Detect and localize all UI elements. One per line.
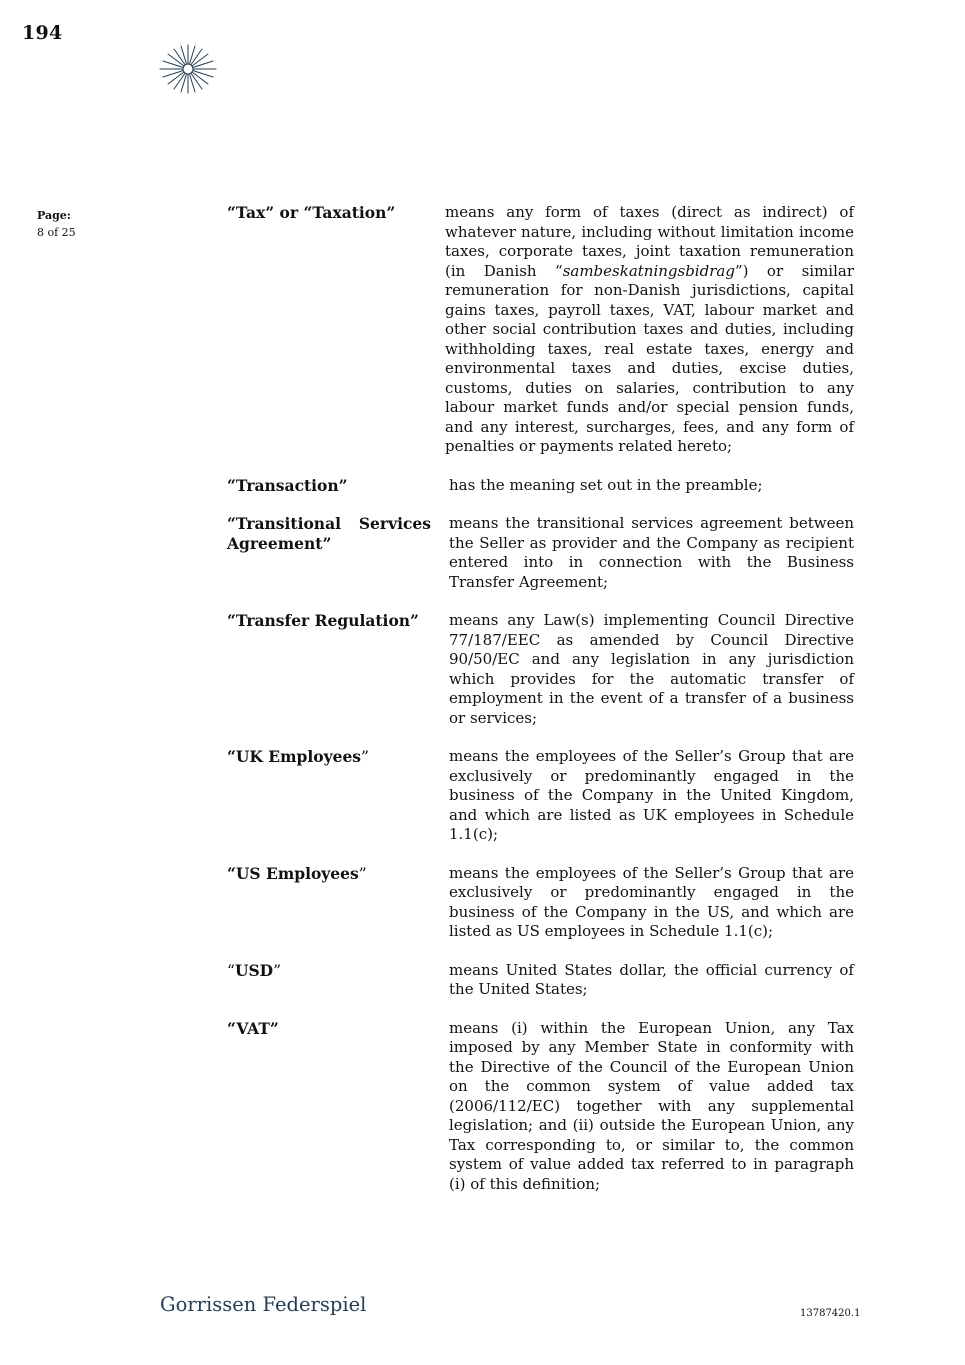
definition-row <box>227 611 854 728</box>
definition-text: means the employees of the Seller’s Group that are exclusively or predominantly engaged in the business of the Company in the US, and which are listed as US employees in Schedule 1.1(c); <box>449 863 854 940</box>
definition-term: “Tax” or “Taxation” <box>227 203 396 222</box>
definition-text: means (i) within the European Union, any Tax imposed by any Member State in conformity with the Directive of the Council of the European Union on the common system of value added tax (2006/112/EC) together with any supplemental legislation; and (ii) outside the European Union, any Tax corresponding to, or similar to, the common system of value added tax referred to in paragraph (i) of this definition; <box>449 1018 854 1193</box>
definition-term: “USD” <box>227 960 282 980</box>
definition-text: means the employees of the Seller’s Group that are exclusively or predominantly engaged in the business of the Company in the United Kingdom, and which are listed as UK employees in Schedule 1.1(c); <box>449 747 854 843</box>
definition-term: “UK Employees” <box>227 747 369 766</box>
definition-text: means the transitional services agreement between the Seller as provider and the Company as recipient entered into in connection with the Business Transfer Agreement; <box>449 514 854 591</box>
definition-row <box>227 514 854 592</box>
definition-text: means any form of taxes (direct as indirect) of whatever nature, including without limitation income taxes, corporate taxes, joint taxation remuneration (in Danish “sambeskatningsbidrag”) or similar remuneration for non-Danish jurisdictions, capital gains taxes, payroll taxes, VAT, labour market and other social contribution taxes and duties, including withholding taxes, real estate taxes, energy and environmental taxes and duties, excise duties, customs, duties on salaries, contribution to any labour market funds and/or special pension funds, and any interest, surcharges, fees, and any form of penalties or payments related hereto; <box>445 203 854 455</box>
definition-term: “VAT” <box>227 1018 279 1038</box>
definition-term: “US Employees” <box>227 863 367 883</box>
page-number: 194 <box>22 22 63 44</box>
document-reference: 13787420.1 <box>800 1308 861 1319</box>
definition-row <box>227 961 854 1000</box>
definition-row <box>227 864 854 942</box>
firm-name: Gorrissen Federspiel <box>160 1293 367 1316</box>
definitions-list <box>227 203 854 1213</box>
page-indicator <box>37 207 76 241</box>
page-count: 8 of 25 <box>37 226 76 239</box>
page-label: Page: <box>37 209 71 222</box>
definition-row <box>227 476 854 496</box>
definition-row <box>227 747 854 845</box>
definition-text: means United States dollar, the official currency of the United States; <box>449 960 854 998</box>
definition-term: “Transitional Services Agreement” <box>227 514 431 553</box>
definition-text: has the meaning set out in the preamble; <box>449 475 763 494</box>
definition-term: “Transfer Regulation” <box>227 611 419 630</box>
definition-row <box>227 203 854 457</box>
definition-row <box>227 1019 854 1195</box>
definition-term: “Transaction” <box>227 475 348 495</box>
definition-text: means any Law(s) implementing Council Directive 77/187/EEC as amended by Council Directive 90/50/EC and any legislation in any jurisdiction which provides for the automatic transfer of employment in the event of a transfer of a business or services; <box>449 611 854 727</box>
starburst-icon <box>158 44 218 94</box>
